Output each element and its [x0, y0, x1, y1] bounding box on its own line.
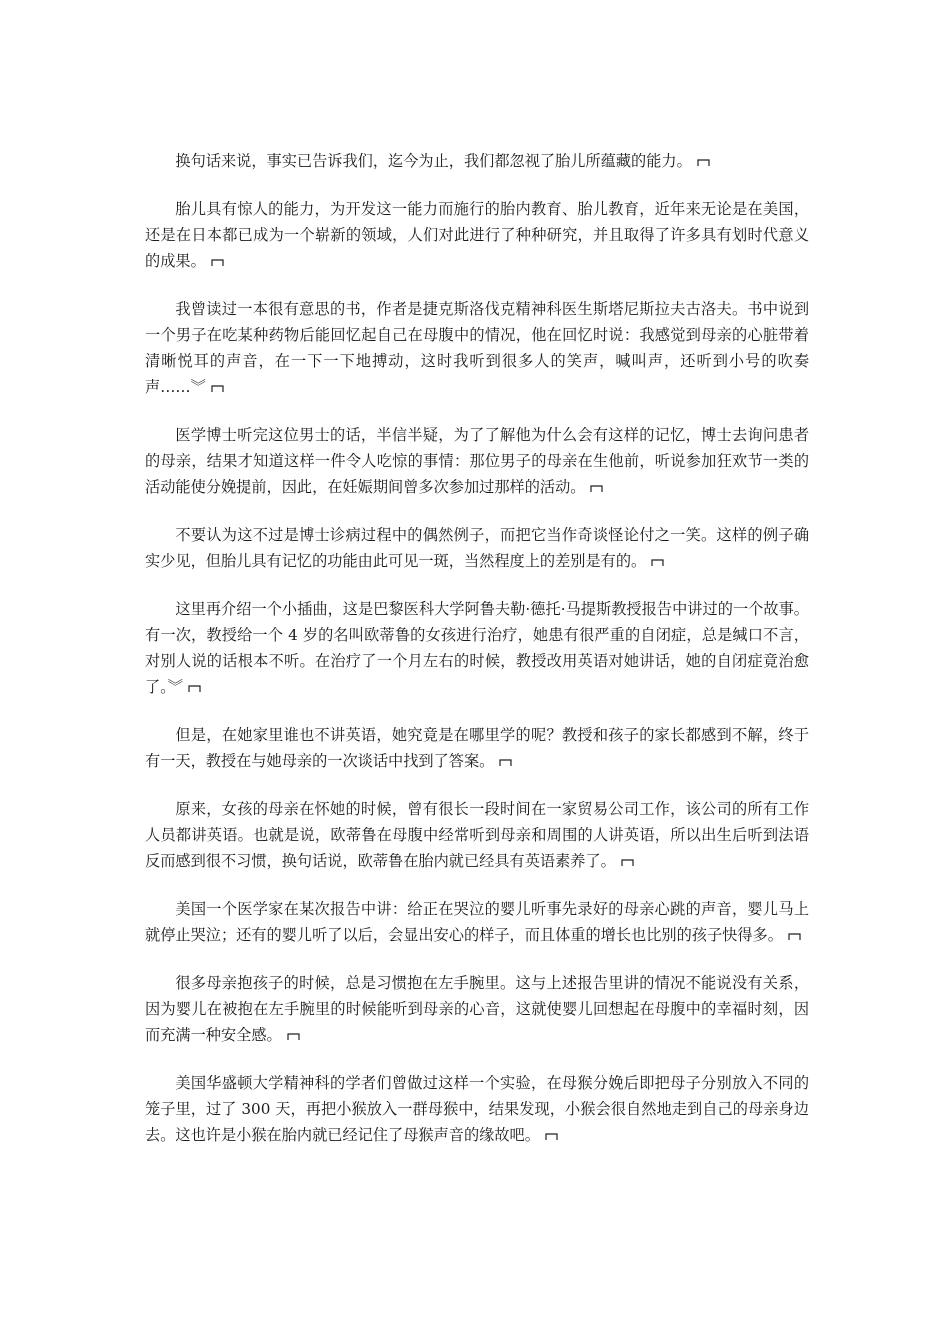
paragraph — [145, 422, 809, 500]
paragraph-text: 美国一个医学家在某次报告中讲：给正在哭泣的婴儿听事先录好的母亲心跳的声音，婴儿马上就停止哭泣；还有的婴儿听了以后，会显出安心的样子，而且体重的增长也比别的孩子快得多。 — [145, 900, 809, 944]
paragraph-text: 医学博士听完这位男士的话，半信半疑，为了了解他为什么会有这样的记忆，博士去询问患者的母亲，结果才知道这样一件令人吃惊的事情：那位男子的母亲在生他前，听说参加狂欢节一类的活动能使分娩提前，因此，在妊娠期间曾多次参加过那样的活动。 — [145, 426, 809, 496]
document-body — [145, 148, 809, 1170]
paragraph-end-mark-icon — [651, 558, 664, 567]
paragraph-text: 很多母亲抱孩子的时候，总是习惯抱在左手腕里。这与上述报告里讲的情况不能说没有关系，因为婴儿在被抱在左手腕里的时候能听到母亲的心音，这就使婴儿回想起在母腹中的幸福时刻，因而充满一种安全感。 — [145, 974, 809, 1044]
paragraph-end-mark-icon — [621, 858, 634, 867]
paragraph-end-mark-icon — [211, 258, 224, 267]
paragraph-text: 不要认为这不过是博士诊病过程中的偶然例子，而把它当作奇谈怪论付之一笑。这样的例子确实少见，但胎儿具有记忆的功能由此可见一斑，当然程度上的差别是有的。 — [145, 526, 809, 570]
paragraph-text: 换句话来说，事实已告诉我们，迄今为止，我们都忽视了胎儿所蕴藏的能力。 — [175, 152, 692, 170]
paragraph-end-mark-icon — [499, 758, 512, 767]
paragraph — [145, 896, 809, 948]
paragraph — [145, 522, 809, 574]
paragraph-text: 但是，在她家里谁也不讲英语，她究竟是在哪里学的呢？教授和孩子的家长都感到不解，终于有一天，教授在与她母亲的一次谈话中找到了答案。 — [145, 726, 809, 770]
paragraph — [145, 196, 809, 274]
paragraph-text: 原来，女孩的母亲在怀她的时候，曾有很长一段时间在一家贸易公司工作，该公司的所有工作人员都讲英语。也就是说，欧蒂鲁在母腹中经常听到母亲和周围的人讲英语，所以出生后听到法语反而感到很不习惯，换句话说，欧蒂鲁在胎内就已经具有英语素养了。 — [145, 800, 809, 870]
paragraph-text: 我曾读过一本很有意思的书，作者是捷克斯洛伐克精神科医生斯塔尼斯拉夫古洛夫。书中说到一个男子在吃某种药物后能回忆起自己在母腹中的情况，他在回忆时说：我感觉到母亲的心脏带着清晰悦耳的声音，在一下一下地搏动，这时我听到很多人的笑声，喊叫声，还听到小号的吹奏声……︾ — [145, 300, 809, 396]
paragraph — [145, 796, 809, 874]
paragraph-end-mark-icon — [545, 1132, 558, 1141]
paragraph-end-mark-icon — [188, 684, 201, 693]
paragraph-end-mark-icon — [287, 1032, 300, 1041]
paragraph — [145, 722, 809, 774]
paragraph-end-mark-icon — [211, 384, 224, 393]
paragraph — [145, 596, 809, 700]
paragraph — [145, 1070, 809, 1148]
paragraph — [145, 296, 809, 400]
paragraph-end-mark-icon — [788, 932, 801, 941]
paragraph-text: 美国华盛顿大学精神科的学者们曾做过这样一个实验，在母猴分娩后即把母子分别放入不同的笼子里，过了 300 天，再把小猴放入一群母猴中，结果发现，小猴会很自然地走到自己的母亲身边去。这也许是小猴在胎内就已经记住了母猴声音的缘故吧。 — [145, 1074, 809, 1144]
paragraph-end-mark-icon — [590, 484, 603, 493]
paragraph-end-mark-icon — [697, 158, 710, 167]
paragraph-text: 胎儿具有惊人的能力，为开发这一能力而施行的胎内教育、胎儿教育，近年来无论是在美国，还是在日本都已成为一个崭新的领域，人们对此进行了种种研究，并且取得了许多具有划时代意义的成果。 — [145, 200, 809, 270]
paragraph — [145, 148, 809, 174]
paragraph-text: 这里再介绍一个小插曲，这是巴黎医科大学阿鲁夫勒·德托·马提斯教授报告中讲过的一个故事。有一次，教授给一个 4 岁的名叫欧蒂鲁的女孩进行治疗，她患有很严重的自闭症，总是缄口不言，对别人说的话根本不听。在治疗了一个月左右的时候，教授改用英语对她讲话，她的自闭症竟治愈了。︾ — [145, 600, 809, 696]
paragraph — [145, 970, 809, 1048]
